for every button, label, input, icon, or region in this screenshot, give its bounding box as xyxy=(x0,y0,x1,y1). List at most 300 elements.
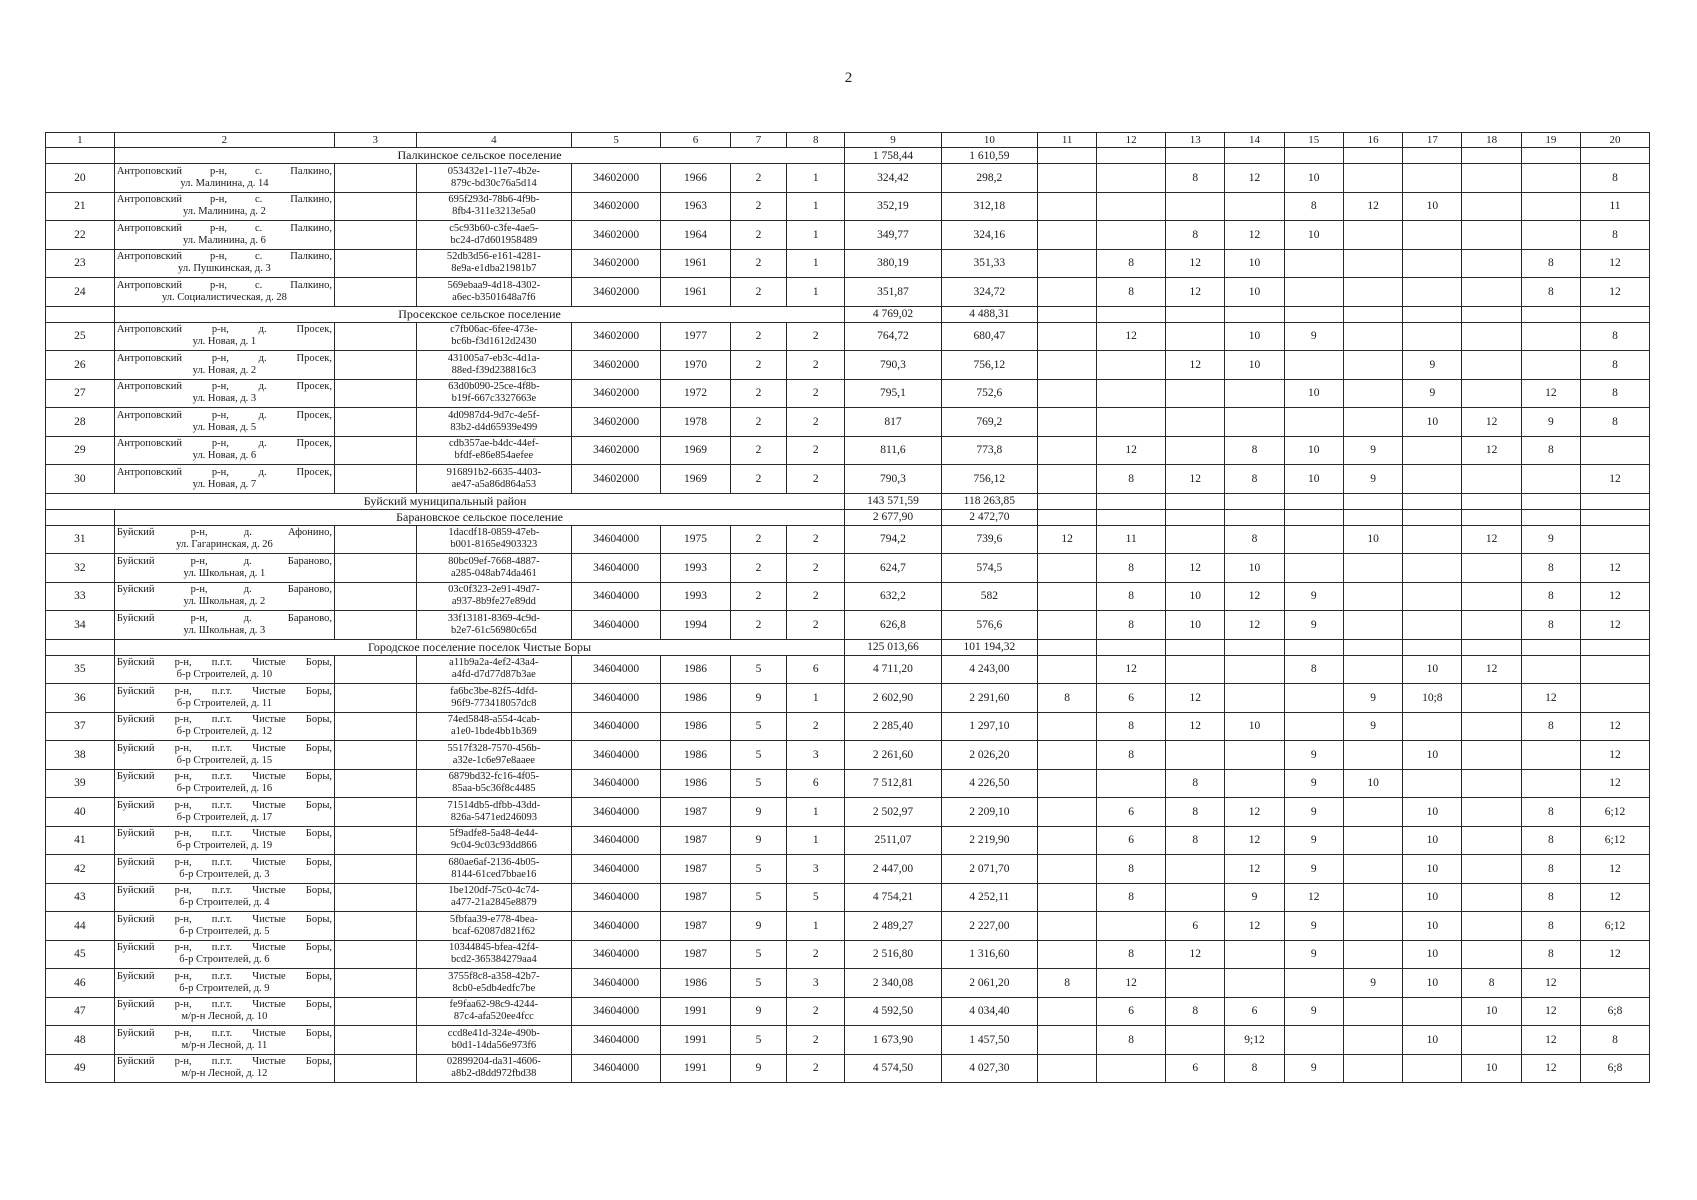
empty-cell xyxy=(335,582,417,611)
year-cell: 1966 xyxy=(661,164,731,193)
table-row xyxy=(46,351,1650,380)
value-cell: 12 xyxy=(1521,1026,1580,1055)
floors-cell: 2 xyxy=(730,554,786,583)
guid-line-1: 680ae6af-2136-4b05- xyxy=(448,856,540,868)
address-cell xyxy=(114,940,334,969)
empty-cell xyxy=(1225,306,1284,322)
floors-cell: 2 xyxy=(730,379,786,408)
living-area-cell: 2 291,60 xyxy=(941,684,1037,713)
guid-cell xyxy=(416,221,572,250)
value-cell xyxy=(1462,322,1521,351)
year-cell: 1963 xyxy=(661,192,731,221)
empty-cell xyxy=(1581,148,1650,164)
value-cell xyxy=(1581,655,1650,684)
row-number-cell xyxy=(46,639,115,655)
address-line-1: Антроповский р-н, д. Просек, xyxy=(116,324,333,336)
oktmo-cell: 34604000 xyxy=(572,883,661,912)
column-number: 12 xyxy=(1097,133,1166,148)
address-line-1: Антроповский р-н, с. Палкино, xyxy=(116,194,333,206)
settlement-row xyxy=(46,148,1650,164)
guid-line-1: 5f9adfe8-5a48-4e44- xyxy=(449,828,539,840)
address-cell xyxy=(114,436,334,465)
floors-cell: 2 xyxy=(730,164,786,193)
table-row xyxy=(46,769,1650,798)
guid-cell xyxy=(416,278,572,307)
value-cell: 8 xyxy=(1166,164,1225,193)
address-line-2: б-р Строителей, д. 15 xyxy=(176,754,273,766)
value-cell: 10 xyxy=(1403,969,1462,998)
row-number-cell: 38 xyxy=(46,741,115,770)
value-cell: 9 xyxy=(1284,940,1343,969)
oktmo-cell: 34604000 xyxy=(572,969,661,998)
value-cell xyxy=(1097,408,1166,437)
value-cell: 12 xyxy=(1462,436,1521,465)
column-number: 4 xyxy=(416,133,572,148)
value-cell xyxy=(1403,278,1462,307)
value-cell: 6 xyxy=(1097,997,1166,1026)
year-cell: 1987 xyxy=(661,940,731,969)
value-cell xyxy=(1037,249,1096,278)
value-cell: 8 xyxy=(1097,855,1166,884)
address-cell xyxy=(114,826,334,855)
entrances-cell: 1 xyxy=(787,192,845,221)
value-cell xyxy=(1343,798,1402,827)
total-area-cell: 1 673,90 xyxy=(845,1026,941,1055)
total-area-cell: 764,72 xyxy=(845,322,941,351)
value-cell: 12 xyxy=(1166,249,1225,278)
year-cell: 1972 xyxy=(661,379,731,408)
guid-line-2: 879c-bd30c76a5d14 xyxy=(450,177,537,189)
value-cell xyxy=(1037,164,1096,193)
address-cell xyxy=(114,525,334,554)
address-line-1: Буйский р-н, д. Афонино, xyxy=(116,527,333,539)
empty-cell xyxy=(1284,306,1343,322)
address-line-1: Антроповский р-н, с. Палкино, xyxy=(116,165,333,177)
value-cell: 9 xyxy=(1225,883,1284,912)
guid-line-2: 8e9a-e1dba21981b7 xyxy=(451,263,537,275)
value-cell xyxy=(1284,351,1343,380)
value-cell xyxy=(1037,798,1096,827)
empty-cell xyxy=(1097,509,1166,525)
floors-cell: 2 xyxy=(730,322,786,351)
table-row xyxy=(46,554,1650,583)
value-cell xyxy=(1284,408,1343,437)
value-cell xyxy=(1521,322,1580,351)
empty-cell xyxy=(335,465,417,494)
oktmo-cell: 34602000 xyxy=(572,278,661,307)
oktmo-cell: 34602000 xyxy=(572,379,661,408)
oktmo-cell: 34602000 xyxy=(572,436,661,465)
living-area-cell: 118 263,85 xyxy=(941,493,1037,509)
value-cell: 12 xyxy=(1166,684,1225,713)
value-cell: 12 xyxy=(1581,554,1650,583)
value-cell: 12 xyxy=(1037,525,1096,554)
value-cell: 12 xyxy=(1462,655,1521,684)
empty-cell xyxy=(1225,493,1284,509)
total-area-cell: 632,2 xyxy=(845,582,941,611)
value-cell: 12 xyxy=(1225,798,1284,827)
address-line-1: Буйский р-н, п.г.т. Чистые Боры, xyxy=(116,828,333,840)
value-cell: 12 xyxy=(1462,408,1521,437)
value-cell: 9 xyxy=(1343,436,1402,465)
value-cell xyxy=(1166,436,1225,465)
value-cell: 9 xyxy=(1284,798,1343,827)
address-line-1: Буйский р-н, п.г.т. Чистые Боры, xyxy=(116,970,333,982)
empty-cell xyxy=(335,525,417,554)
value-cell xyxy=(1037,554,1096,583)
year-cell: 1969 xyxy=(661,436,731,465)
row-number-cell: 44 xyxy=(46,912,115,941)
value-cell: 8 xyxy=(1581,351,1650,380)
value-cell: 12 xyxy=(1225,826,1284,855)
value-cell: 9 xyxy=(1343,684,1402,713)
value-cell xyxy=(1462,221,1521,250)
value-cell xyxy=(1343,1026,1402,1055)
column-number: 16 xyxy=(1343,133,1402,148)
row-number-cell xyxy=(46,306,115,322)
table-row xyxy=(46,465,1650,494)
address-line-1: Антроповский р-н, с. Палкино, xyxy=(116,222,333,234)
value-cell: 12 xyxy=(1097,322,1166,351)
value-cell: 12 xyxy=(1225,912,1284,941)
empty-cell xyxy=(1403,148,1462,164)
address-cell xyxy=(114,351,334,380)
table-row xyxy=(46,278,1650,307)
value-cell: 10 xyxy=(1462,1054,1521,1083)
address-line-1: Буйский р-н, п.г.т. Чистые Боры, xyxy=(116,657,333,669)
value-cell: 11 xyxy=(1097,525,1166,554)
value-cell xyxy=(1343,554,1402,583)
value-cell: 10 xyxy=(1343,525,1402,554)
empty-cell xyxy=(1521,306,1580,322)
value-cell xyxy=(1343,322,1402,351)
value-cell xyxy=(1462,826,1521,855)
guid-line-2: b0d1-14da56e973f6 xyxy=(451,1039,537,1051)
table-row xyxy=(46,1054,1650,1083)
value-cell: 12 xyxy=(1166,712,1225,741)
value-cell xyxy=(1284,969,1343,998)
year-cell: 1993 xyxy=(661,582,731,611)
value-cell xyxy=(1166,969,1225,998)
total-area-cell: 2 261,60 xyxy=(845,741,941,770)
guid-line-1: 03c0f323-2e91-49d7- xyxy=(448,584,540,596)
guid-line-1: 33f13181-8369-4c9d- xyxy=(447,612,540,624)
value-cell: 8 xyxy=(1521,554,1580,583)
address-cell xyxy=(114,969,334,998)
value-cell: 12 xyxy=(1581,278,1650,307)
value-cell: 9 xyxy=(1284,611,1343,640)
year-cell: 1969 xyxy=(661,465,731,494)
total-area-cell: 1 758,44 xyxy=(845,148,941,164)
empty-cell xyxy=(1225,639,1284,655)
value-cell xyxy=(1403,997,1462,1026)
total-area-cell: 324,42 xyxy=(845,164,941,193)
total-area-cell: 794,2 xyxy=(845,525,941,554)
living-area-cell: 4 252,11 xyxy=(941,883,1037,912)
oktmo-cell: 34602000 xyxy=(572,408,661,437)
guid-line-2: 88ed-f39d238816c3 xyxy=(451,364,537,376)
year-cell: 1975 xyxy=(661,525,731,554)
guid-line-2: a477-21a2845e8879 xyxy=(450,897,537,909)
value-cell xyxy=(1284,278,1343,307)
value-cell: 12 xyxy=(1462,525,1521,554)
row-number-cell: 49 xyxy=(46,1054,115,1083)
value-cell xyxy=(1343,940,1402,969)
value-cell: 10 xyxy=(1284,221,1343,250)
value-cell xyxy=(1037,655,1096,684)
floors-cell: 5 xyxy=(730,883,786,912)
value-cell xyxy=(1521,221,1580,250)
value-cell xyxy=(1037,322,1096,351)
value-cell: 9 xyxy=(1284,582,1343,611)
address-cell xyxy=(114,655,334,684)
value-cell xyxy=(1403,1054,1462,1083)
empty-cell xyxy=(1521,509,1580,525)
value-cell: 9 xyxy=(1403,379,1462,408)
empty-cell xyxy=(335,655,417,684)
address-line-1: Буйский р-н, п.г.т. Чистые Боры, xyxy=(116,1056,333,1068)
address-line-2: б-р Строителей, д. 4 xyxy=(179,897,270,909)
value-cell: 10 xyxy=(1343,769,1402,798)
empty-cell xyxy=(335,798,417,827)
guid-cell xyxy=(416,554,572,583)
settlement-row xyxy=(46,306,1650,322)
value-cell xyxy=(1521,164,1580,193)
total-area-cell: 2 285,40 xyxy=(845,712,941,741)
row-number-cell: 33 xyxy=(46,582,115,611)
row-number-cell: 20 xyxy=(46,164,115,193)
address-line-1: Антроповский р-н, д. Просек, xyxy=(116,352,333,364)
living-area-cell: 756,12 xyxy=(941,465,1037,494)
value-cell: 12 xyxy=(1521,997,1580,1026)
empty-cell xyxy=(1462,306,1521,322)
total-area-cell: 349,77 xyxy=(845,221,941,250)
column-number: 1 xyxy=(46,133,115,148)
guid-cell xyxy=(416,322,572,351)
address-line-1: Буйский р-н, п.г.т. Чистые Боры, xyxy=(116,742,333,754)
entrances-cell: 1 xyxy=(787,164,845,193)
total-area-cell: 4 592,50 xyxy=(845,997,941,1026)
address-line-1: Антроповский р-н, д. Просек, xyxy=(116,466,333,478)
value-cell xyxy=(1343,741,1402,770)
value-cell: 12 xyxy=(1166,278,1225,307)
guid-line-1: 1be120df-75c0-4c74- xyxy=(448,885,540,897)
guid-cell xyxy=(416,912,572,941)
value-cell xyxy=(1581,684,1650,713)
empty-cell xyxy=(335,769,417,798)
value-cell xyxy=(1166,883,1225,912)
value-cell xyxy=(1462,554,1521,583)
guid-cell xyxy=(416,408,572,437)
value-cell: 12 xyxy=(1166,465,1225,494)
row-number-cell: 36 xyxy=(46,684,115,713)
year-cell: 1986 xyxy=(661,684,731,713)
floors-cell: 5 xyxy=(730,712,786,741)
address-line-2: б-р Строителей, д. 6 xyxy=(179,954,270,966)
value-cell: 8 xyxy=(1521,855,1580,884)
address-line-2: б-р Строителей, д. 19 xyxy=(176,840,273,852)
table-row xyxy=(46,322,1650,351)
value-cell: 6;12 xyxy=(1581,798,1650,827)
entrances-cell: 2 xyxy=(787,712,845,741)
value-cell xyxy=(1166,192,1225,221)
value-cell xyxy=(1037,221,1096,250)
value-cell xyxy=(1462,883,1521,912)
guid-cell xyxy=(416,769,572,798)
value-cell xyxy=(1521,351,1580,380)
value-cell xyxy=(1037,611,1096,640)
address-cell xyxy=(114,855,334,884)
empty-cell xyxy=(1462,148,1521,164)
row-number-cell: 39 xyxy=(46,769,115,798)
table-row xyxy=(46,525,1650,554)
value-cell: 6;8 xyxy=(1581,1054,1650,1083)
guid-line-2: 96f9-773418057dc8 xyxy=(451,697,537,709)
guid-line-1: 3755f8c8-a358-42b7- xyxy=(448,970,540,982)
entrances-cell: 1 xyxy=(787,249,845,278)
address-line-1: Буйский р-н, п.г.т. Чистые Боры, xyxy=(116,714,333,726)
guid-cell xyxy=(416,465,572,494)
total-area-cell: 4 769,02 xyxy=(845,306,941,322)
floors-cell: 5 xyxy=(730,855,786,884)
empty-cell xyxy=(1166,148,1225,164)
empty-cell xyxy=(1403,493,1462,509)
value-cell xyxy=(1037,741,1096,770)
guid-line-2: 83b2-d4d65939e499 xyxy=(450,421,538,433)
column-number-row xyxy=(46,133,1650,148)
value-cell: 12 xyxy=(1521,379,1580,408)
value-cell: 8 xyxy=(1581,408,1650,437)
guid-line-2: 8cb0-e5db4edfc7be xyxy=(452,982,536,994)
address-line-2: ул. Малинина, д. 14 xyxy=(180,177,269,189)
table-row xyxy=(46,611,1650,640)
address-line-1: Буйский р-н, п.г.т. Чистые Боры, xyxy=(116,999,333,1011)
address-line-1: Буйский р-н, д. Бараново, xyxy=(116,612,333,624)
table-row xyxy=(46,408,1650,437)
value-cell xyxy=(1343,278,1402,307)
value-cell xyxy=(1097,379,1166,408)
address-line-2: ул. Малинина, д. 6 xyxy=(183,234,266,246)
value-cell: 8 xyxy=(1097,1026,1166,1055)
year-cell: 1986 xyxy=(661,769,731,798)
empty-cell xyxy=(1462,639,1521,655)
value-cell: 8 xyxy=(1166,221,1225,250)
address-cell xyxy=(114,278,334,307)
floors-cell: 2 xyxy=(730,351,786,380)
address-cell xyxy=(114,554,334,583)
value-cell xyxy=(1037,883,1096,912)
value-cell xyxy=(1166,322,1225,351)
value-cell: 8 xyxy=(1097,883,1166,912)
address-cell xyxy=(114,164,334,193)
address-line-2: б-р Строителей, д. 9 xyxy=(179,982,270,994)
empty-cell xyxy=(1521,493,1580,509)
value-cell xyxy=(1097,1054,1166,1083)
row-number-cell: 23 xyxy=(46,249,115,278)
value-cell xyxy=(1462,582,1521,611)
value-cell xyxy=(1462,912,1521,941)
value-cell xyxy=(1403,769,1462,798)
value-cell xyxy=(1225,379,1284,408)
guid-cell xyxy=(416,379,572,408)
entrances-cell: 1 xyxy=(787,684,845,713)
value-cell xyxy=(1343,164,1402,193)
value-cell: 10 xyxy=(1403,741,1462,770)
value-cell xyxy=(1037,278,1096,307)
value-cell: 9 xyxy=(1403,351,1462,380)
value-cell: 8 xyxy=(1521,582,1580,611)
value-cell: 6;12 xyxy=(1581,826,1650,855)
value-cell xyxy=(1037,769,1096,798)
address-line-2: б-р Строителей, д. 16 xyxy=(176,783,273,795)
address-cell xyxy=(114,912,334,941)
value-cell xyxy=(1166,741,1225,770)
entrances-cell: 1 xyxy=(787,798,845,827)
value-cell: 12 xyxy=(1166,940,1225,969)
table-row xyxy=(46,192,1650,221)
table-row xyxy=(46,582,1650,611)
value-cell: 8 xyxy=(1284,192,1343,221)
value-cell xyxy=(1343,611,1402,640)
address-line-2: ул. Социалистическая, д. 28 xyxy=(161,291,287,303)
guid-line-1: 431005a7-eb3c-4d1a- xyxy=(447,352,540,364)
value-cell: 9 xyxy=(1284,1054,1343,1083)
entrances-cell: 6 xyxy=(787,655,845,684)
address-line-2: ул. Новая, д. 1 xyxy=(192,336,257,348)
value-cell: 12 xyxy=(1166,351,1225,380)
guid-cell xyxy=(416,436,572,465)
living-area-cell: 2 209,10 xyxy=(941,798,1037,827)
value-cell xyxy=(1403,465,1462,494)
guid-line-2: bfdf-e86e854aefee xyxy=(454,450,534,462)
value-cell: 10 xyxy=(1284,436,1343,465)
value-cell xyxy=(1284,554,1343,583)
value-cell xyxy=(1462,1026,1521,1055)
address-line-1: Буйский р-н, п.г.т. Чистые Боры, xyxy=(116,885,333,897)
address-line-2: б-р Строителей, д. 10 xyxy=(176,669,273,681)
floors-cell: 5 xyxy=(730,655,786,684)
value-cell xyxy=(1403,582,1462,611)
floors-cell: 5 xyxy=(730,1026,786,1055)
entrances-cell: 2 xyxy=(787,997,845,1026)
total-area-cell: 2 602,90 xyxy=(845,684,941,713)
row-number-cell: 42 xyxy=(46,855,115,884)
guid-cell xyxy=(416,351,572,380)
total-area-cell: 4 754,21 xyxy=(845,883,941,912)
value-cell xyxy=(1225,655,1284,684)
row-number-cell: 25 xyxy=(46,322,115,351)
guid-line-2: a6ec-b3501648a7f6 xyxy=(452,291,536,303)
value-cell: 10 xyxy=(1403,655,1462,684)
table-row xyxy=(46,912,1650,941)
value-cell: 10;8 xyxy=(1403,684,1462,713)
guid-line-1: 053432e1-11e7-4b2e- xyxy=(447,165,541,177)
value-cell: 10 xyxy=(1403,912,1462,941)
value-cell xyxy=(1343,912,1402,941)
oktmo-cell: 34604000 xyxy=(572,712,661,741)
value-cell: 12 xyxy=(1521,684,1580,713)
value-cell xyxy=(1225,940,1284,969)
row-number-cell: 31 xyxy=(46,525,115,554)
value-cell xyxy=(1037,351,1096,380)
column-number: 7 xyxy=(730,133,786,148)
value-cell xyxy=(1037,408,1096,437)
guid-line-2: b19f-667c3327663e xyxy=(451,393,537,405)
empty-cell xyxy=(1343,639,1402,655)
value-cell: 6;12 xyxy=(1581,912,1650,941)
column-number: 2 xyxy=(114,133,334,148)
guid-line-1: 6879bd32-fc16-4f05- xyxy=(448,771,540,783)
